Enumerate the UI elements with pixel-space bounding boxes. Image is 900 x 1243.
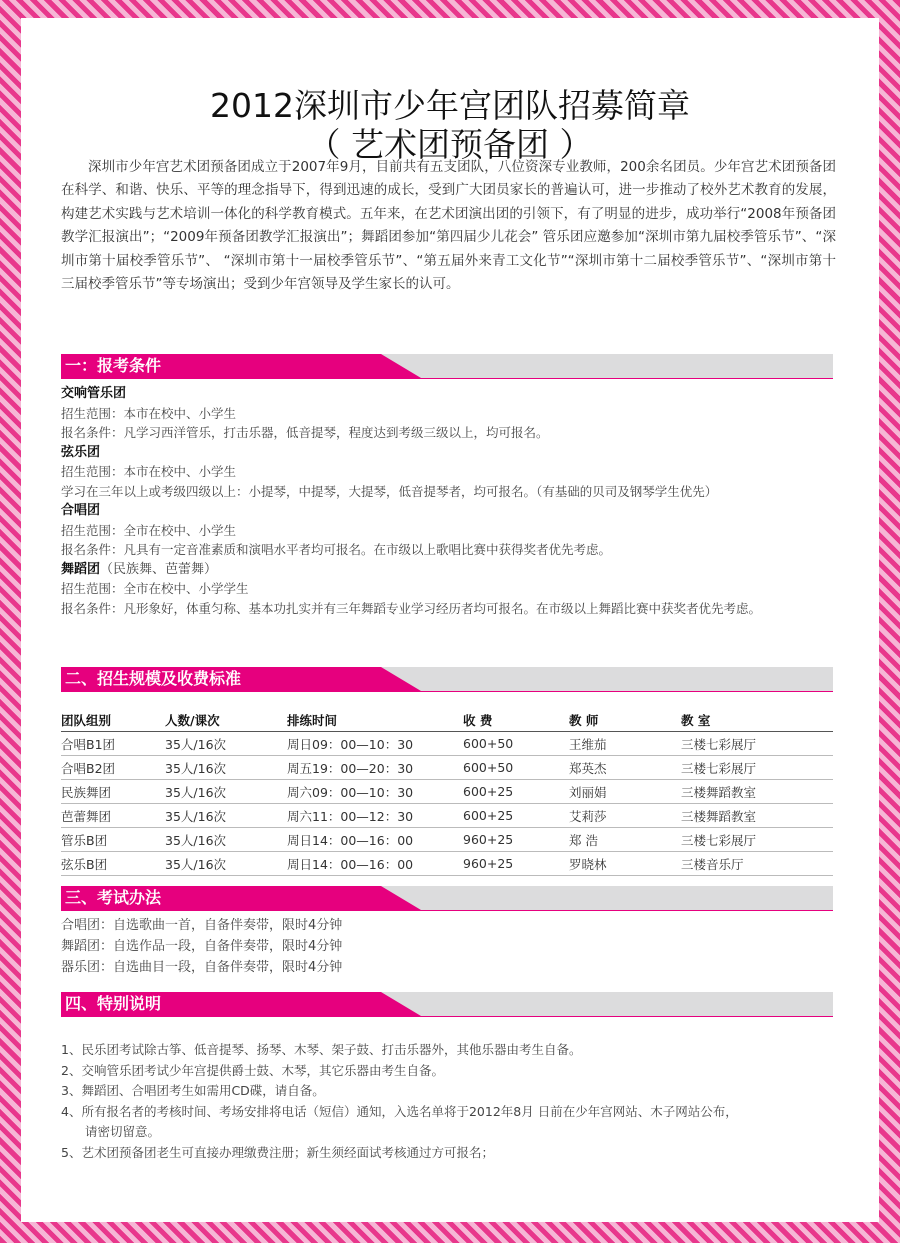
note-item: 4、所有报名者的考核时间、考场安排将电话（短信）通知，入选名单将于2012年8月 日前在少年宫网站、木子网站公布，: [61, 1103, 738, 1119]
table-cell: 合唱B1团: [61, 732, 165, 756]
group-heading: [61, 560, 861, 580]
table-cell: 600+25: [463, 780, 569, 804]
table-cell: 600+50: [463, 732, 569, 756]
requirement-line: 报名条件：凡形象好，体重匀称、基本功扎实并有三年舞蹈专业学习经历者均可报名。在市级以上舞蹈比赛中获奖者优先考虑。: [61, 600, 762, 616]
table-cell: 35人/16次: [165, 756, 287, 780]
note-item: 3、舞蹈团、合唱团考生如需用CD碟，请自备。: [61, 1083, 325, 1098]
section-header-notes: [61, 992, 833, 1016]
table-cell: 郑英杰: [569, 756, 681, 780]
requirement-line: 招生范围：本市在校中、小学生: [61, 405, 237, 421]
requirement-line: 招生范围：本市在校中、小学生: [61, 464, 237, 479]
poster-page: [21, 18, 879, 1222]
requirement-line: 招生范围：全市在校中、小学学生: [61, 581, 249, 596]
fee-table: [61, 709, 833, 876]
column-header: 人数/课次: [165, 709, 287, 732]
table-cell: 三楼舞蹈教室: [681, 780, 833, 804]
table-cell: 35人/16次: [165, 732, 287, 756]
intro-paragraph: 深圳市少年宫艺术团预备团成立于2007年9月，目前共有五支团队，八位资深专业教师，200余名团员。少年宫艺术团预备团在科学、和谐、快乐、平等的理念指导下，得到迅速的成长，受到广大团员家长的普遍认可，进一步推动了校外艺术教育的发展，构建艺术实践与艺术培训一体化的科学教育模式。五年来，在艺术团演出团的引领下，有了明显的进步，成功举行“2008年预备团教学汇报演出”；“2009年预备团教学汇报演出”；舞蹈团参加“第四届少儿花会” 管乐团应邀参加“深圳市第九届校季管乐节”、“深圳市第十届校季管乐节”、 “深圳市第十一届校季管乐节”、“第五届外来青工文化节”“深圳市第十二届校季管乐节”、“深圳市第十三届校季管乐节”等专场演出；受到少年宫领导及学生家长的认可。: [61, 159, 836, 293]
table-cell: 960+25: [463, 852, 569, 876]
table-cell: 周日09：00—10：30: [287, 732, 463, 756]
table-row: [61, 804, 833, 828]
section-header-exam: [61, 886, 833, 910]
column-header: 教 室: [681, 709, 833, 732]
table-cell: 管乐B团: [61, 828, 165, 852]
requirement-line: 学习在三年以上或考级四级以上：小提琴，中提琴，大提琴，低音提琴者，均可报名。（有基础的贝司及钢琴学生优先）: [61, 483, 718, 499]
table-row: [61, 828, 833, 852]
group-name: 交响管乐团: [61, 386, 127, 401]
table-cell: 罗晓林: [569, 852, 681, 876]
section-title: 一：报考条件: [65, 356, 162, 375]
table-row: [61, 756, 833, 780]
table-cell: 艾莉莎: [569, 804, 681, 828]
group-subtitle: （民族舞、芭蕾舞）: [100, 561, 218, 577]
table-cell: 周五19：00—20：30: [287, 756, 463, 780]
group-name: 弦乐团: [61, 444, 101, 460]
exam-line: 器乐团：自选曲目一段，自备伴奏带，限时4分钟: [61, 960, 343, 975]
table-header-row: [61, 709, 833, 732]
table-cell: 刘丽娟: [569, 780, 681, 804]
section-header-requirements: [61, 354, 833, 378]
table-cell: 35人/16次: [165, 804, 287, 828]
table-cell: 弦乐B团: [61, 852, 165, 876]
table-cell: 三楼舞蹈教室: [681, 804, 833, 828]
table-cell: 600+50: [463, 756, 569, 780]
table-cell: 960+25: [463, 828, 569, 852]
table-cell: 王维茄: [569, 732, 681, 756]
exam-line: 合唱团：自选歌曲一首，自备伴奏带，限时4分钟: [61, 918, 343, 933]
group-name: 舞蹈团: [61, 561, 101, 577]
section-title: 二、招生规模及收费标准: [65, 669, 242, 688]
table-row: [61, 780, 833, 804]
table-cell: 周日14：00—16：00: [287, 852, 463, 876]
page-title: 2012深圳市少年宫团队招募简章: [210, 86, 690, 125]
exam-list: [61, 915, 861, 978]
table-row: [61, 852, 833, 876]
page-subtitle: （ 艺术团预备团 ）: [307, 125, 593, 164]
table-cell: 芭蕾舞团: [61, 804, 165, 828]
table-cell: 民族舞团: [61, 780, 165, 804]
section-title: 三、考试办法: [65, 888, 162, 907]
note-item: 2、交响管乐团考试少年宫提供爵士鼓、木琴，其它乐器由考生自备。: [61, 1062, 444, 1078]
table-cell: 600+25: [463, 804, 569, 828]
table-cell: 35人/16次: [165, 852, 287, 876]
section-title: 四、特别说明: [65, 994, 162, 1013]
note-item: 5、艺术团预备团老生可直接办理缴费注册；新生须经面试考核通过方可报名；: [61, 1144, 494, 1160]
note-item: 1、民乐团考试除古筝、低音提琴、扬琴、木琴、架子鼓、打击乐器外，其他乐器由考生自备。: [61, 1042, 582, 1057]
table-cell: 35人/16次: [165, 780, 287, 804]
exam-line: 舞蹈团：自选作品一段，自备伴奏带，限时4分钟: [61, 939, 343, 954]
column-header: 教 师: [569, 709, 681, 732]
table-cell: 三楼七彩展厅: [681, 756, 833, 780]
requirement-line: 报名条件：凡学习西洋管乐，打击乐器，低音提琴，程度达到考级三级以上，均可报名。: [61, 425, 549, 440]
table-cell: 周六11：00—12：30: [287, 804, 463, 828]
requirements-list: [61, 384, 861, 618]
table-cell: 35人/16次: [165, 828, 287, 852]
table-cell: 三楼七彩展厅: [681, 828, 833, 852]
column-header: 团队组别: [61, 709, 165, 732]
table-cell: 周日14：00—16：00: [287, 828, 463, 852]
requirement-line: 招生范围：全市在校中、小学生: [61, 522, 237, 538]
column-header: 排练时间: [287, 709, 463, 732]
table-row: [61, 732, 833, 756]
table-cell: 三楼音乐厅: [681, 852, 833, 876]
section-header-fees: [61, 667, 833, 691]
group-name: 合唱团: [61, 503, 101, 518]
table-cell: 三楼七彩展厅: [681, 732, 833, 756]
note-item-continuation: 请密切留意。: [85, 1124, 161, 1139]
table-cell: 合唱B2团: [61, 756, 165, 780]
column-header: 收 费: [463, 709, 569, 732]
requirement-line: 报名条件：凡具有一定音准素质和演唱水平者均可报名。在市级以上歌唱比赛中获得奖者优先考虑。: [61, 542, 612, 557]
table-cell: 周六09：00—10：30: [287, 780, 463, 804]
table-cell: 郑 浩: [569, 828, 681, 852]
notes-list: [61, 1040, 851, 1163]
